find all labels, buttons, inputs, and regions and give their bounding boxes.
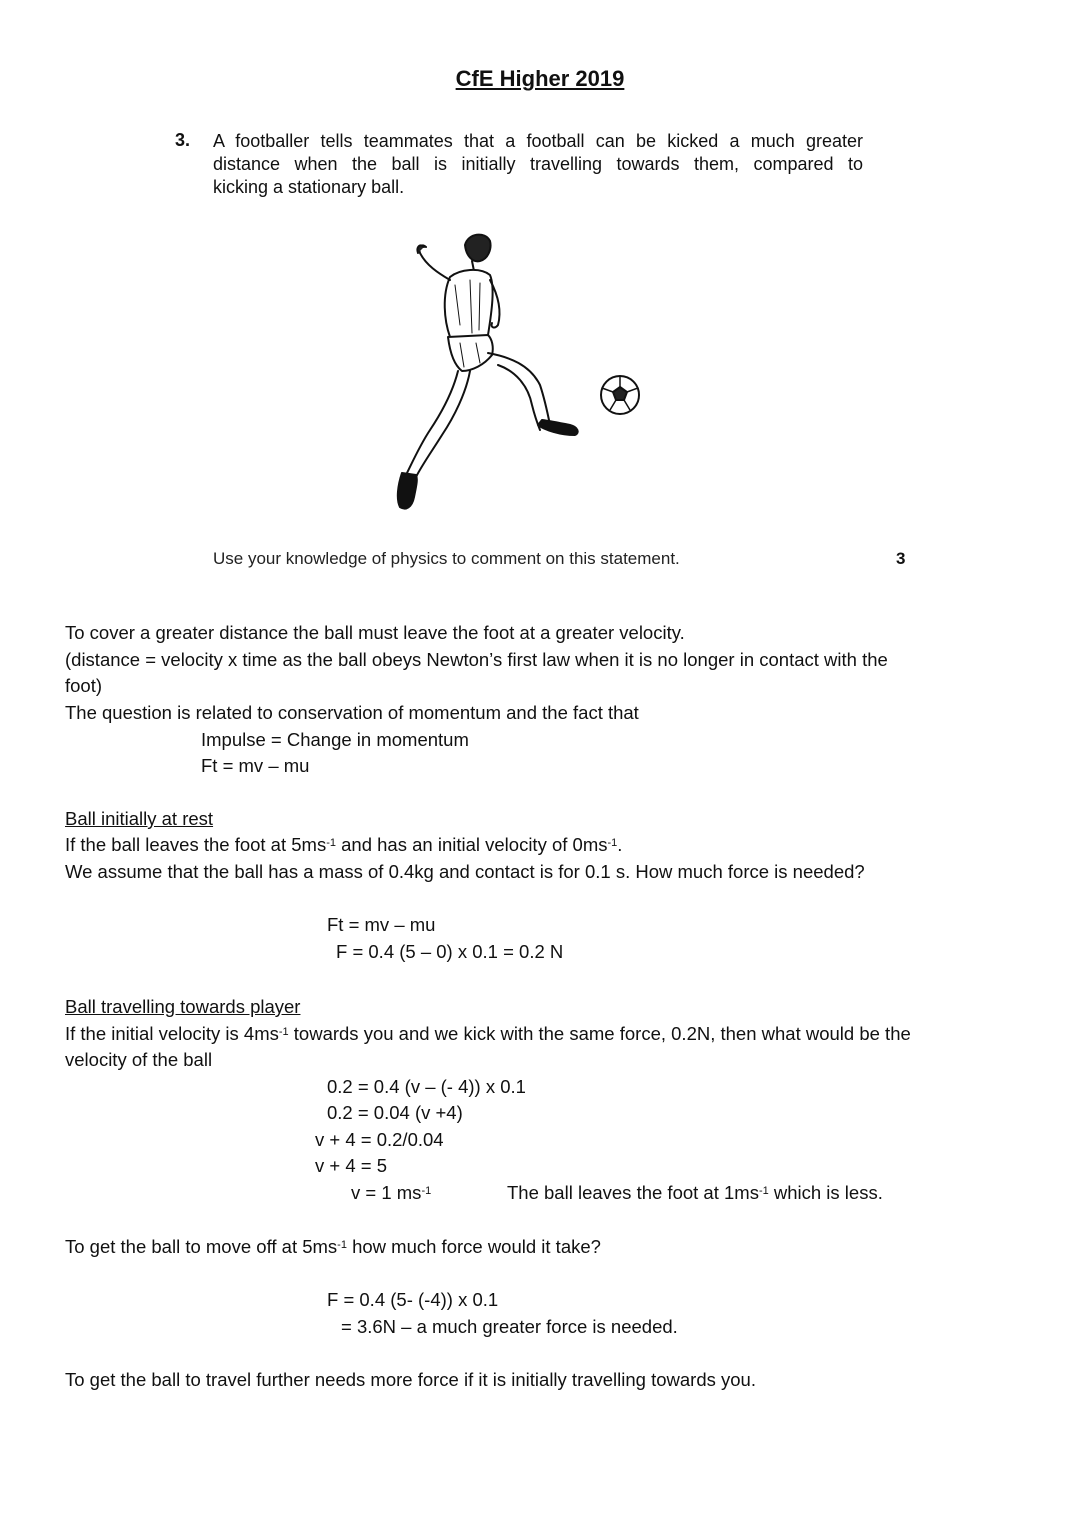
- superscript: -1: [278, 1026, 289, 1038]
- towards-equation: v + 4 = 0.2/0.04: [315, 1129, 444, 1150]
- text-span: and has an initial velocity of 0ms: [336, 834, 608, 855]
- intro-line: foot): [65, 675, 103, 696]
- superscript: -1: [337, 1239, 347, 1251]
- towards-line: velocity of the ball: [65, 1049, 213, 1070]
- towards-equation: [351, 1180, 431, 1207]
- superscript: -1: [421, 1185, 432, 1197]
- question-number: 3.: [175, 130, 191, 150]
- question-line: A footballer tells teammates that a football can be kicked a much greater: [213, 131, 863, 151]
- towards-note: [507, 1180, 883, 1207]
- superscript: -1: [607, 837, 618, 849]
- section-heading-rest: Ball initially at rest: [65, 808, 214, 829]
- intro-line: (distance = velocity x time as the ball obeys Newton’s first law when it is no longer in contact with the: [65, 649, 888, 670]
- question-line: distance when the ball is initially travelling towards them, compared to: [213, 154, 863, 174]
- question-prompt: Use your knowledge of physics to comment on this statement.: [213, 549, 680, 568]
- conclusion: To get the ball to travel further needs more force if it is initially travelling towards you.: [65, 1369, 756, 1390]
- text-span: towards you and we kick with the same force, 0.2N, then what would be the: [288, 1023, 911, 1044]
- rest-line: We assume that the ball has a mass of 0.4kg and contact is for 0.1 s. How much force is needed?: [65, 861, 865, 882]
- superscript: -1: [758, 1185, 769, 1197]
- towards-equation: 0.2 = 0.4 (v – (- 4)) x 0.1: [327, 1076, 526, 1097]
- text-span: If the ball leaves the foot at 5ms: [65, 834, 327, 855]
- football-icon: [601, 376, 639, 414]
- text-span: which is less.: [768, 1182, 883, 1203]
- intro-line: To cover a greater distance the ball must leave the foot at a greater velocity.: [65, 622, 685, 643]
- towards-line: [65, 1021, 911, 1048]
- rest-equation: Ft = mv – mu: [327, 914, 436, 935]
- towards-equation: 0.2 = 0.04 (v +4): [327, 1102, 463, 1123]
- rest-equation: F = 0.4 (5 – 0) x 0.1 = 0.2 N: [336, 941, 564, 962]
- force5-question: [65, 1234, 601, 1261]
- text-span: To get the ball to move off at 5ms: [65, 1236, 338, 1257]
- intro-line: The question is related to conservation of momentum and the fact that: [65, 702, 639, 723]
- force5-equation: F = 0.4 (5- (-4)) x 0.1: [327, 1289, 499, 1310]
- superscript: -1: [326, 837, 336, 849]
- intro-equation: Ft = mv – mu: [201, 755, 310, 776]
- text-span: v = 1 ms: [351, 1182, 422, 1203]
- question-text: [213, 130, 863, 199]
- page-title: CfE Higher 2019: [455, 66, 625, 91]
- rest-line: [65, 832, 622, 859]
- question-line: kicking a stationary ball.: [213, 177, 405, 197]
- intro-equation: Impulse = Change in momentum: [201, 729, 469, 750]
- force5-equation: = 3.6N – a much greater force is needed.: [341, 1316, 678, 1337]
- section-heading-towards: Ball travelling towards player: [65, 996, 301, 1017]
- footballer-illustration: [380, 225, 650, 520]
- text-span: If the initial velocity is 4ms: [65, 1023, 279, 1044]
- towards-equation: v + 4 = 5: [315, 1155, 387, 1176]
- text-span: how much force would it take?: [346, 1236, 601, 1257]
- question-marks: 3: [896, 549, 906, 568]
- text-span: .: [617, 834, 623, 855]
- text-span: The ball leaves the foot at 1ms: [507, 1182, 759, 1203]
